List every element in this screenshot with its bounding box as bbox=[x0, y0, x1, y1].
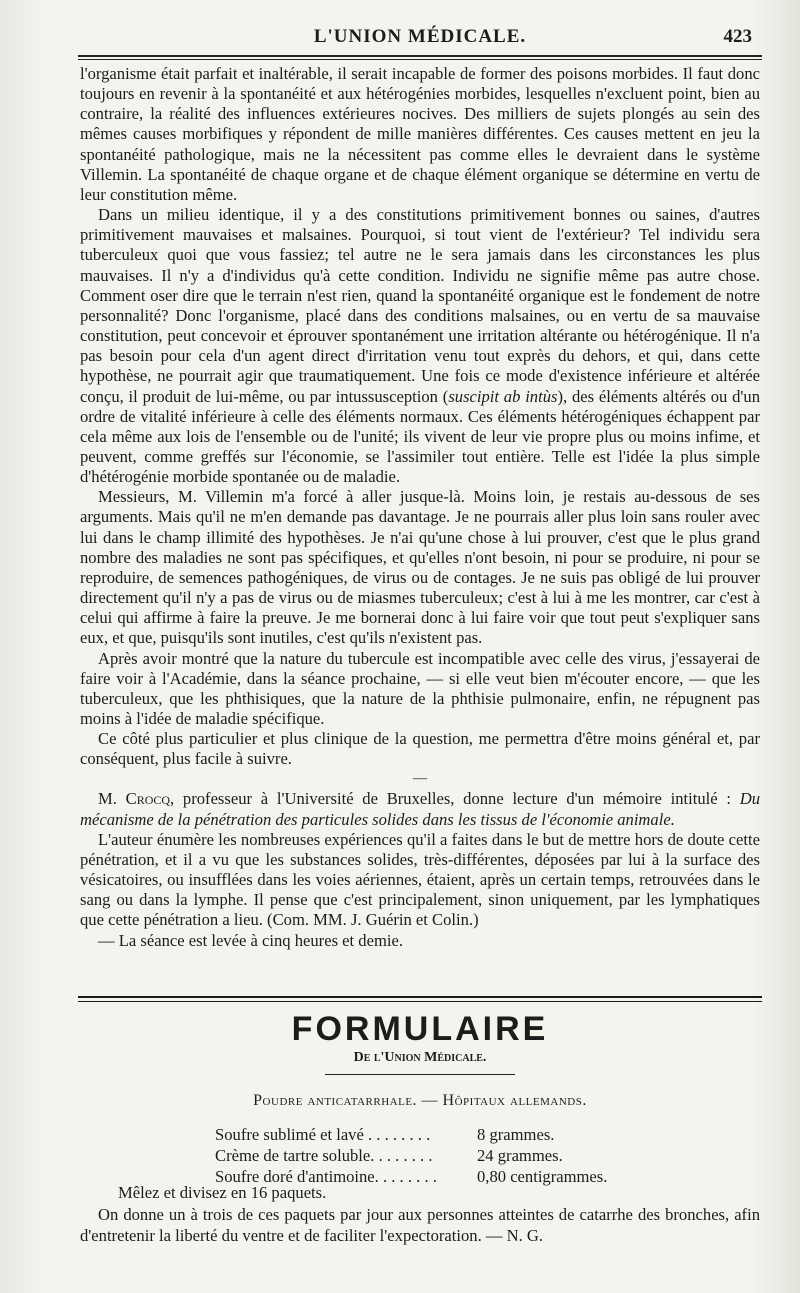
paragraph-4: Après avoir montré que la nature du tubercule est incompatible avec celle des virus, j'essayerai de faire voir à l'Académie, dans la séance prochaine, — si elle veut bien m'écouter encore, — que les tuberculeux, que les phthisiques, que la nature de la phthisie pulmonaire, enfin, ne répugnent pas moins à l'idée de maladie spécifique. bbox=[80, 648, 760, 728]
ingredient-quantity: 0,80 centigrammes. bbox=[477, 1167, 608, 1186]
section-separator: — bbox=[413, 771, 427, 787]
formulaire-title: FORMULAIRE bbox=[291, 1010, 549, 1048]
paragraph-3: Messieurs, M. Villemin m'a forcé à aller jusque-là. Moins loin, je restais au-dessous de ses arguments. Mais qu'il ne m'en demande pas davantage. Je ne pourrais aller plus loin sans rouler avec lui dans le champ illimité des hypothèses. Je n'ai qu'une chose à lui prouver, c'est que le plus grand nombre des maladies ne sont pas spécifiques, et qu'elles n'ont besoin, ni pour se produire, ni pour se reproduire, de semences pathogéniques, de virus ou de contages. Je ne suis pas obligé de lui prouver directement qu'il n'y a pas de virus ou de miasmes tuberculeux; c'est à lui à me les montrer, car c'est à celui qui affirme à faire la preuve. Je me bornerai donc à lui faire voir que tout peut s'expliquer sans eux, et que, puisqu'ils sont inutiles, c'est qu'ils n'existent pas. bbox=[80, 487, 760, 648]
latin-phrase: suscipit ab intùs bbox=[448, 386, 558, 406]
paragraph-7: L'auteur énumère les nombreuses expériences qu'il a faites dans le but de mettre hors de doute cette pénétration, et il a vu que les substances solides, très-différentes, déposées par lui à la surface des vésicatoires, ou insufflées dans les voies aériennes, étaient, après un certain temps, retrouvées dans le sang ou dans la lymphe. Il pense que c'est principalement, sinon uniquement, par les lymphatiques que cette pénétration a lieu. (Com. MM. J. Guérin et Colin.) bbox=[80, 829, 760, 930]
ingredient-name: Soufre sublimé et lavé . . . . . . . . bbox=[215, 1125, 431, 1144]
ingredient-quantity: 8 grammes. bbox=[477, 1125, 555, 1144]
ingredient-list bbox=[215, 1124, 685, 1187]
ingredient-row bbox=[215, 1145, 685, 1166]
preparation-instruction: Mêlez et divisez en 16 paquets. bbox=[118, 1183, 327, 1202]
ingredient-quantity: 24 grammes. bbox=[477, 1146, 563, 1165]
ingredient-name: Crème de tartre soluble. . . . . . . . bbox=[215, 1146, 433, 1165]
article-body bbox=[80, 64, 760, 951]
recipe-title: Poudre anticatarrhale. — Hôpitaux allemands. bbox=[253, 1092, 587, 1109]
header-rule bbox=[78, 55, 762, 60]
paragraph-2-end: ), des éléments altérés ou d'un ordre de vitalité inférieure à celle des éléments normaux. Ces éléments hétérogéniques échappent par cela même aux lois de l'ensemble ou de l'unité; ils vivent de leur vie propre plus ou moins infime, et peuvent, comme greffés sur l'économie, se l'assimiler tout entière. Telle est l'idée la plus simple d'hétérogénie morbide spontanée ou de maladie. bbox=[80, 386, 760, 487]
ingredient-row bbox=[215, 1124, 685, 1145]
formulaire-subtitle: De l'Union Médicale. bbox=[353, 1050, 487, 1065]
paragraph-6 bbox=[80, 789, 760, 829]
section-divider bbox=[78, 996, 762, 1002]
paragraph-5: Ce côté plus particulier et plus clinique de la question, me permettra d'être moins général et, par conséquent, plus facile à suivre. bbox=[80, 729, 760, 769]
paragraph-1: l'organisme était parfait et inaltérable, il serait incapable de former des poisons morbides. Il faut donc toujours en revenir à la spontanéité et aux hétérogénies morbides, lesquelles n'excluent point, bien au contraire, la réalité des influences extérieures nocives. Des milliers de sujets plongés au sein des mêmes causes morbifiques y répondent de mille manières différentes. Ces causes mettent en jeu la spontanéité pathologique, mais ne la nécessitent pas comme elles le devraient dans le système Villemin. La spontanéité de chaque organe et de chaque élément organique se détermine en vertu de leur constitution même. bbox=[80, 64, 760, 204]
page-number: 423 bbox=[723, 26, 752, 47]
usage-text: On donne un à trois de ces paquets par jour aux personnes atteintes de catarrhe des bronches, afin d'entretenir la liberté du ventre et de faciliter l'expectoration. — N. G. bbox=[80, 1205, 760, 1245]
paragraph-6-text: , professeur à l'Université de Bruxelles, donne lecture d'un mémoire intitulé : bbox=[170, 789, 731, 809]
ingredient-name: Soufre doré d'antimoine. . . . . . . . bbox=[215, 1167, 437, 1186]
usage-paragraph bbox=[80, 1204, 760, 1246]
speaker-name: M. Crocq bbox=[98, 789, 171, 809]
running-title: L'UNION MÉDICALE. bbox=[313, 26, 527, 47]
short-divider bbox=[325, 1074, 515, 1075]
paragraph-2 bbox=[80, 205, 760, 487]
page-header bbox=[80, 26, 760, 52]
paragraph-2-start: Dans un milieu identique, il y a des constitutions primitivement bonnes ou saines, d'autres primitivement mauvaises et malsaines. Pourquoi, si tout vient de l'extérieur? Tel individu sera tuberculeux quoi que vous fassiez; tel autre ne le sera jamais dans les circonstances les plus mauvaises. Il n'y a d'individus qu'à cette condition. Individu ne signifie même pas autre chose. Comment oser dire que le terrain n'est rien, quand la spontanéité organique est le fondement de notre personnalité? Donc l'organisme, placé dans des conditions malsaines, ou en vertu de sa mauvaise constitution, peut concevoir et éprouver spontanément une irritation altérante ou hétérogénique. Il n'a pas besoin pour cela d'un agent direct d'irritation venu tout exprès du dehors, et qui, dans cette hypothèse, ne pourrait agir que traumatiquement. Une fois ce mode d'existence inférieure et altérée conçu, il produit de lui-même, ou par intussusception ( bbox=[80, 205, 760, 406]
paragraph-8: — La séance est levée à cinq heures et demie. bbox=[98, 930, 403, 950]
memoir-title: Du mécanisme de la pénétration des particules solides dans les tissus de l'économie animale. bbox=[80, 789, 760, 829]
